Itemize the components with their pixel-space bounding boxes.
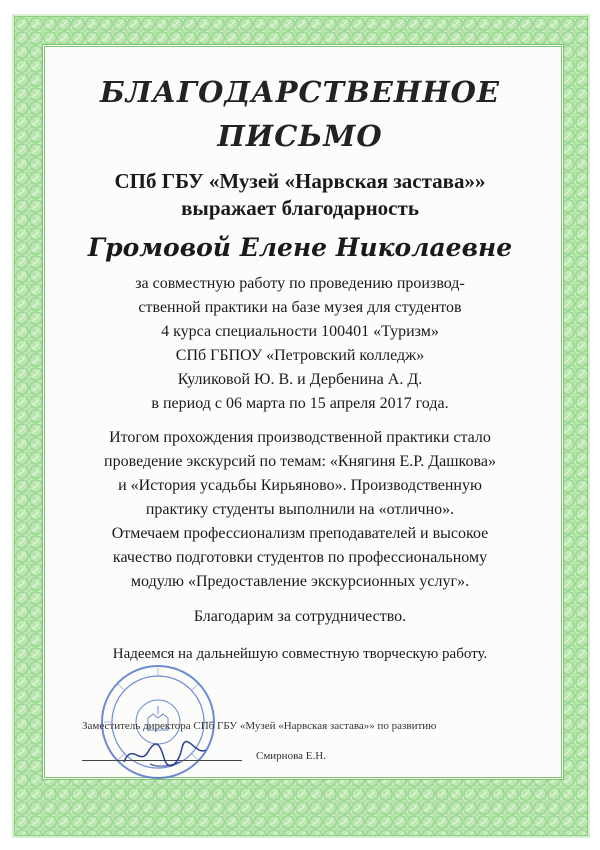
letter-title: [44, 70, 556, 158]
body2-line: Итогом прохождения производственной практики стало: [109, 429, 491, 446]
body1-line: за совместную работу по проведению производ-: [135, 275, 465, 292]
signer-name: Смирнова Е.Н.: [256, 750, 326, 762]
practice-details: [44, 272, 556, 416]
body2-line: практику студенты выполнили на «отлично».: [145, 501, 455, 518]
body2-line: качество подготовки студентов по профессиональному: [112, 549, 488, 566]
hope-line: Надеемся на дальнейшую совместную творческую работу.: [112, 646, 488, 662]
body2-line: и «История усадьбы Кирьяново». Производственную: [118, 477, 482, 494]
body2-line: модулю «Предоставление экскурсионных услуг».: [130, 573, 470, 590]
organization-name: СПб ГБУ «Музей «Нарвская застава»»: [114, 169, 486, 193]
signer-title: Заместитель директора СПб ГБУ «Музей «Нарвская застава»» по развитию: [82, 720, 437, 732]
recipient-name: Громовой Елене Николаевне: [87, 233, 513, 262]
letter-content: [44, 50, 556, 664]
title-line-1: БЛАГОДАРСТВЕННОЕ: [100, 75, 500, 109]
body2-line: проведение экскурсий по темам: «Княгиня Е.Р. Дашкова»: [104, 453, 496, 470]
body2-line: Отмечаем профессионализм преподавателей и высокое: [111, 525, 489, 542]
title-line-2: ПИСЬМО: [217, 119, 383, 153]
thanks-line: выражает благодарность: [181, 196, 419, 220]
body1-line: в период с 06 марта по 15 апреля 2017 года.: [151, 395, 449, 412]
handwritten-signature-icon: [120, 736, 210, 772]
body1-line: СПб ГБПОУ «Петровский колледж»: [175, 347, 425, 364]
body1-line: Куликовой Ю. В. и Дербенина А. Д.: [177, 371, 423, 388]
closing-line: Благодарим за сотрудничество.: [193, 608, 407, 625]
body1-line: ственной практики на базе музея для студентов: [138, 299, 462, 316]
body1-line: 4 курса специальности 100401 «Туризм»: [161, 323, 439, 340]
results-paragraph: [44, 426, 556, 594]
